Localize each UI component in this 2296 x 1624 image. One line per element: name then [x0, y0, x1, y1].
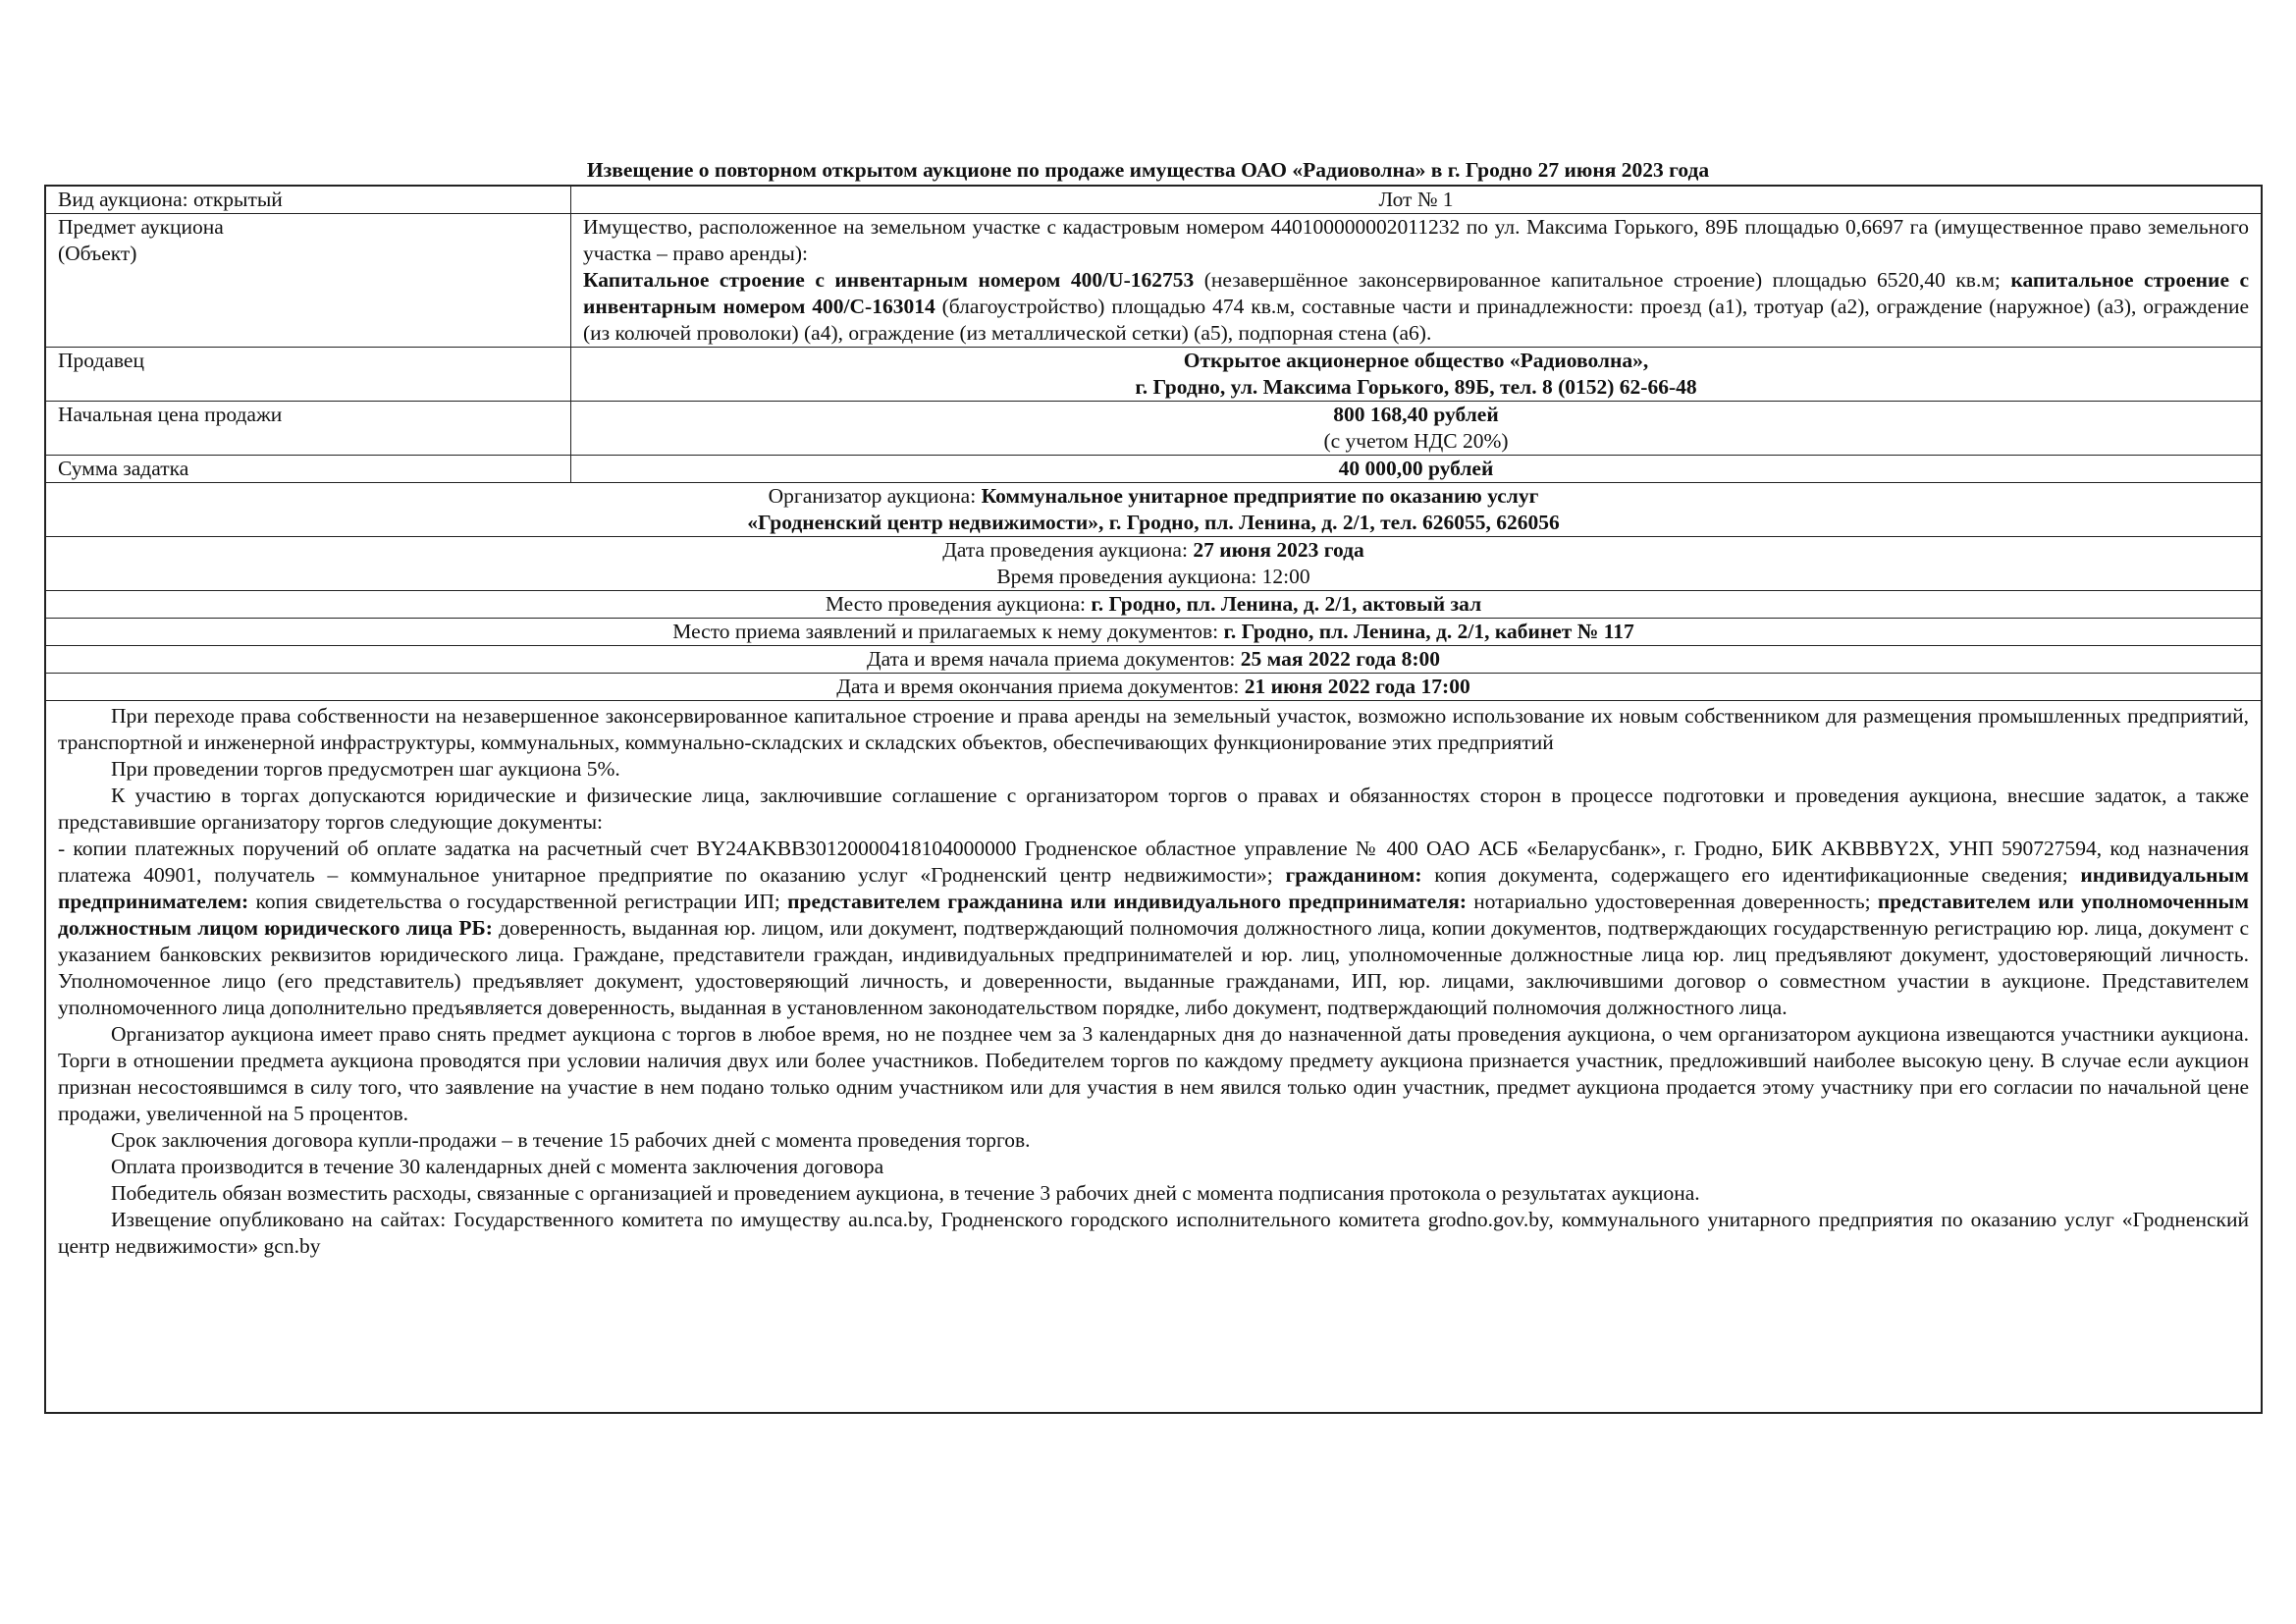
building-1-title: Капитальное строение с инвентарным номером 400/U-162753 [583, 268, 1195, 292]
end-cell [46, 674, 2261, 701]
place-cell [46, 591, 2261, 619]
representative-heading: представителем гражданина или индивидуального предпринимателя: [787, 890, 1468, 913]
lot-cell: Лот № 1 [571, 187, 2262, 214]
deposit-label-cell: Сумма задатка [46, 456, 571, 483]
documents-paragraph [58, 836, 2249, 1021]
subject-intro: Имущество, расположенное на земельном участке с кадастровым номером 440100000002011232 по ул. Максима Горького, 89Б площадью 0,6697 га (имущественное право земельного участка – право аренды): [583, 215, 2249, 265]
legal-entity-heading: представителем или уполномоченным должностным лицом юридического лица РБ: [58, 890, 2249, 940]
entrepreneur-text: копия свидетельства о государственной регистрации ИП; [248, 890, 788, 913]
paragraph: Извещение опубликовано на сайтах: Государственного комитета по имуществу au.nca.by, Гродненского городского исполнительного комитета grodno.gov.by, коммунального унитарного предприятия по оказанию услуг «Гродненский центр недвижимости» gcn.by [58, 1208, 2249, 1258]
paragraph: Срок заключения договора купли-продажи – в течение 15 рабочих дней с момента проведения торгов. [111, 1128, 1031, 1152]
subject-label-cell [46, 214, 571, 348]
time-text: Время проведения аукциона: 12:00 [996, 565, 1310, 588]
table-row [46, 456, 2261, 483]
applications-cell [46, 619, 2261, 646]
table-row [46, 214, 2261, 348]
citizen-heading: гражданином: [1285, 863, 1422, 887]
payment-text: - копии платежных поручений об оплате задатка на расчетный счет BY24AKBB30120000418104000000 Гродненское областное управление № 400 ОАО АСБ «Беларусбанк», г. Гродно, БИК AKBBBY2X, УНП 590727594, код назначения платежа 40901, получатель – коммунальное унитарное предприятие по оказанию услуг «Гродненский центр недвижимости»; [58, 837, 2249, 887]
seller-address: г. Гродно, ул. Максима Горького, 89Б, тел. 8 (0152) 62-66-48 [1135, 375, 1697, 399]
table-row [46, 402, 2261, 456]
price-value: 800 168,40 рублей [1333, 403, 1499, 426]
organizer-name: Коммунальное унитарное предприятие по оказанию услуг [981, 484, 1539, 508]
table-row [46, 348, 2261, 402]
entrepreneur-heading: индивидуальным предпринимателем: [58, 863, 2249, 913]
seller-label-cell: Продавец [46, 348, 571, 402]
place-label: Место проведения аукциона: [825, 592, 1092, 616]
organizer-address: «Гродненский центр недвижимости», г. Гродно, пл. Ленина, д. 2/1, тел. 626055, 626056 [747, 511, 1560, 534]
table-row [46, 646, 2261, 674]
building-1-text: (незавершённое законсервированное капитальное строение) площадью 6520,40 кв.м; [1194, 268, 2011, 292]
paragraph: При переходе права собственности на незавершенное законсервированное капитальное строение и права аренды на земельный участок, возможно использование их новым собственником для размещения промышленных предприятий, транспортной и инженерной инфраструктуры, коммунальных, коммунально-складских и складских объектов, обеспечивающих функционирование этих предприятий [58, 704, 2249, 754]
paragraph: Организатор аукциона имеет право снять предмет аукциона с торгов в любое время, но не позднее чем за 3 календарных дня до назначенной даты проведения аукциона, о чем организатором аукциона извещаются участники аукциона. Торги в отношении предмета аукциона проводятся при условии наличия двух или более участников. Победителем торгов по каждому предмету аукциона признается участник, предложивший наиболее высокую цену. В случае если аукцион признан несостоявшимся в силу того, что заявление на участие в нем подано только одним участником или для участия в нем явился только один участник, предмет аукциона продается этому участнику при его согласии по начальной цене продажи, увеличенной на 5 процентов. [58, 1022, 2249, 1125]
paragraph: Оплата производится в течение 30 календарных дней с момента заключения договора [111, 1155, 884, 1178]
notice-frame [44, 185, 2263, 1414]
document-title: Извещение о повторном открытом аукционе по продаже имущества ОАО «Радиоволна» в г. Гродно 27 июня 2023 года [586, 158, 1710, 182]
table-row [46, 591, 2261, 619]
paragraph: При проведении торгов предусмотрен шаг аукциона 5%. [111, 757, 620, 781]
price-label-cell: Начальная цена продажи [46, 402, 571, 456]
start-cell [46, 646, 2261, 674]
legal-entity-text: доверенность, выданная юр. лицом, или документ, подтверждающий полномочия должностного лица, копии документов, подтверждающих государственную регистрацию юр. лица, документ с указанием банковских реквизитов юридического лица. Граждане, представители граждан, индивидуальных предпринимателей и юр. лиц, уполномоченные должностные лица юр. лиц предъявляют документ, удостоверяющий личность. Уполномоченное лицо (его представитель) предъявляет документ, удостоверяющий личность, и доверенности, выданные гражданами, ИП, юр. лицами, заключившими договор о совместном участии в аукционе. Представителем уполномоченного лица дополнительно предъявляется доверенность, выданная в установленном законодательством порядке, либо документ, подтверждающий полномочия должностного лица. [58, 916, 2249, 1019]
place-value: г. Гродно, пл. Ленина, д. 2/1, актовый зал [1091, 592, 1482, 616]
seller-cell [571, 348, 2262, 402]
date-value: 27 июня 2023 года [1193, 538, 1364, 562]
citizen-text: копия документа, содержащего его идентификационные сведения; [1421, 863, 2081, 887]
representative-text: нотариально удостоверенная доверенность; [1467, 890, 1878, 913]
organizer-label: Организатор аукциона: [768, 484, 982, 508]
table-row [46, 537, 2261, 591]
auction-table [46, 187, 2261, 701]
deposit-cell [571, 456, 2262, 483]
building-2-text: (благоустройство) площадью 474 кв.м, составные части и принадлежности: проезд (а1), тротуар (а2), ограждение (наружное) (а3), ограждение (из колючей проволоки) (а4), ограждение (из металлической сетки) (а5), подпорная стена (а6). [583, 295, 2250, 345]
applications-value: г. Гродно, пл. Ленина, д. 2/1, кабинет № 117 [1223, 620, 1634, 643]
paragraph: Победитель обязан возместить расходы, связанные с организацией и проведением аукциона, в течение 3 рабочих дней с момента подписания протокола о результатах аукциона. [111, 1181, 1700, 1205]
applications-label: Место приема заявлений и прилагаемых к нему документов: [672, 620, 1224, 643]
building-2-title: капитальное строение с инвентарным номером 400/С-163014 [583, 268, 2250, 318]
start-label: Дата и время начала приема документов: [866, 647, 1241, 671]
deposit-value: 40 000,00 рублей [1338, 457, 1494, 480]
subject-label: Предмет аукциона [58, 215, 224, 239]
paragraph: К участию в торгах допускаются юридические и физические лица, заключившие соглашение с организатором торгов о правах и обязанностях сторон в процессе подготовки и проведения аукциона, внесшие задаток, а также представившие организатору торгов следующие документы: [58, 784, 2249, 834]
seller-name: Открытое акционерное общество «Радиоволна», [1183, 349, 1649, 372]
subject-label-sub: (Объект) [58, 242, 137, 265]
organizer-cell [46, 483, 2261, 537]
date-cell [46, 537, 2261, 591]
price-note: (с учетом НДС 20%) [1323, 429, 1509, 453]
date-label: Дата проведения аукциона: [942, 538, 1194, 562]
price-cell [571, 402, 2262, 456]
end-label: Дата и время окончания приема документов: [836, 675, 1245, 698]
start-value: 25 мая 2022 года 8:00 [1240, 647, 1441, 671]
table-row [46, 619, 2261, 646]
notice-body [46, 701, 2261, 1260]
auction-type-cell: Вид аукциона: открытый [46, 187, 571, 214]
table-row [46, 483, 2261, 537]
table-row [46, 187, 2261, 214]
end-value: 21 июня 2022 года 17:00 [1244, 675, 1470, 698]
subject-details [583, 267, 2249, 347]
subject-cell [571, 214, 2262, 348]
table-row [46, 674, 2261, 701]
